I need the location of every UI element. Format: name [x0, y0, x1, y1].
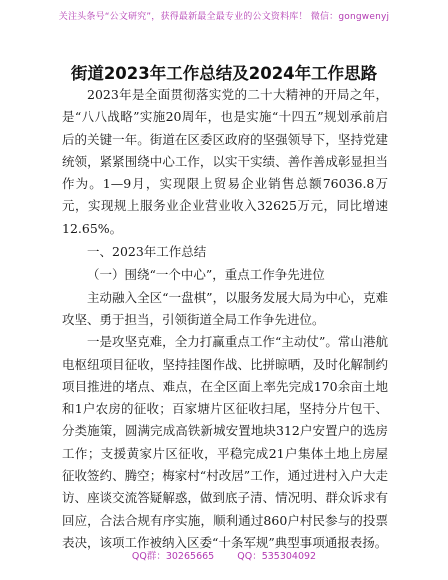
- intro-paragraph: 2023年是全面贯彻落实党的二十大精神的开局之年，是“八八战略”实施20周年，也是实施“十四五”规划承前启后的关键一年。街道在区委区政府的坚强领导下，坚持党建统领，紧紧围绕中心工作，以实干实绩、善作善成彰显担当作为。1—9月，实现限上贸易企业销售总额76036.8万元，实现规上服务业企业营业收入32625万元，同比增速12.65%。: [62, 87, 388, 236]
- footer-contacts: [0, 548, 448, 562]
- footer-qq-group: QQ群：30265665: [131, 551, 215, 562]
- subsection-heading: （一）围绕“一个中心”，重点工作争先进位: [87, 267, 325, 283]
- body-paragraph: 一是攻坚克难，全力打赢重点工作“主动仗”。常山港航电枢纽项目征收，坚持挂图作战、比拼晾晒，及时化解制约项目推进的堵点、难点，在全区面上率先完成170余亩土地和1户农房的征收；百家塘片区征收扫尾，坚持分片包干、分类施策，圆满完成高铁新城安置地块312户安置户的选房工作；支援黄家片区征收，平稳完成21户集体土地上房屋征收签约、腾空；梅家村“村改居”工作，通过进村入户大走访、座谈交流答疑解惑，做到底子清、情况明、群众诉求有回应，合法合规有序实施，顺利通过860户村民参与的投票表决，该项工作被纳入区委“十条军规”典型事项通报表扬。: [62, 334, 388, 550]
- section-heading: 一、2023年工作总结: [87, 244, 207, 260]
- document-body: [62, 84, 388, 554]
- body-paragraph: 主动融入全区“一盘棋”，以服务发展大局为中心，克难攻坚、勇于担当，引领街道全局工作争先进位。: [62, 289, 388, 327]
- footer-qq: QQ：535304092: [237, 551, 317, 562]
- header-watermark: 关注头条号“公文研究”，获得最新最全最专业的公文资料库！ 微信：gongwenyj: [58, 12, 390, 22]
- document-title: 街道2023年工作总结及2024年工作思路: [70, 64, 378, 83]
